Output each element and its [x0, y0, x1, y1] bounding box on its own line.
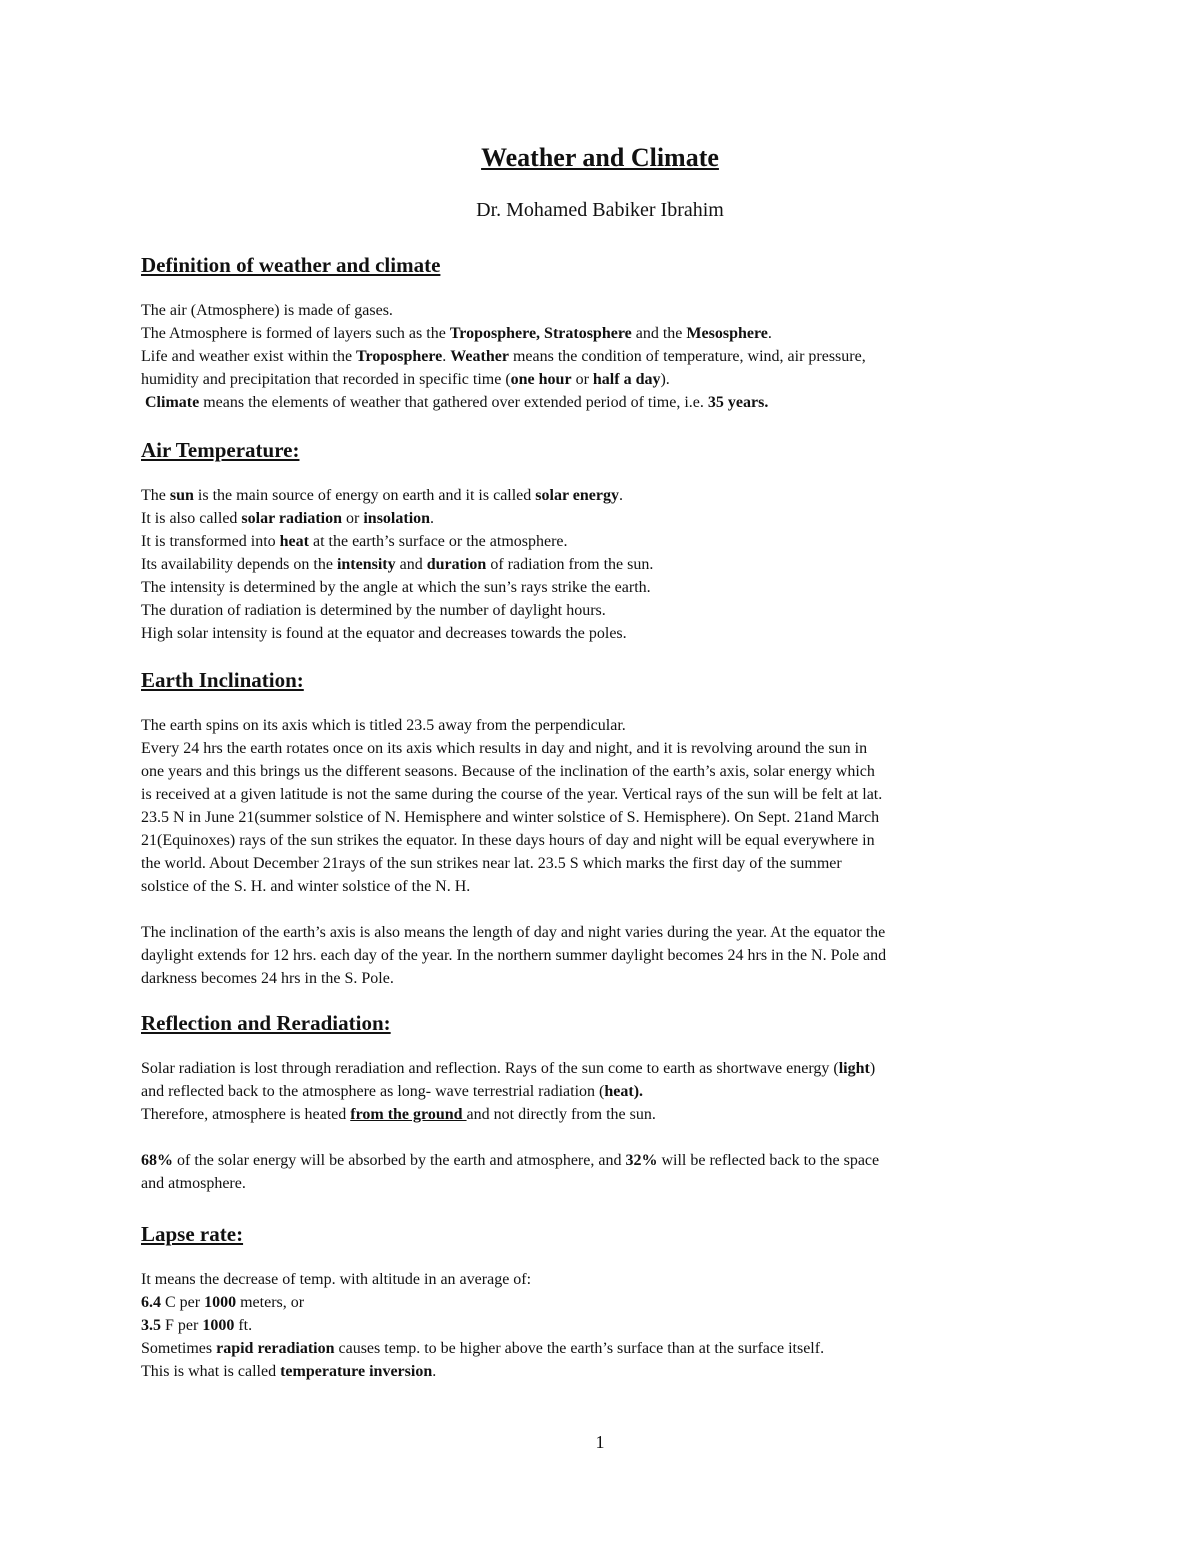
text-run: The duration of radiation is determined by the number of daylight hours.	[141, 602, 606, 619]
paragraph-line	[141, 530, 1061, 553]
paragraph-line	[141, 783, 1061, 806]
text-run: Its availability depends on the	[141, 556, 337, 573]
bold-text: insolation	[363, 510, 431, 527]
text-run: is received at a given latitude is not the same during the course of the year. Vertical rays of the sun will be felt at lat.	[141, 786, 883, 803]
text-run: The earth spins on its axis which is titled 23.5 away from the perpendicular.	[141, 717, 626, 734]
paragraph-line	[141, 1337, 1061, 1360]
text-run: .	[618, 487, 623, 504]
text-run: .	[767, 325, 772, 342]
text-run: Solar radiation is lost through reradiation and reflection. Rays of the sun come to earth as shortwave energy (	[141, 1060, 839, 1077]
paragraph-line	[141, 1291, 1061, 1314]
text-run: ).	[660, 371, 670, 388]
text-run: means the condition of temperature, wind, air pressure,	[508, 348, 866, 365]
text-run: 21(Equinoxes) rays of the sun strikes the equator. In these days hours of day and night will be equal everywhere in	[141, 832, 875, 849]
paragraph-line	[141, 967, 1061, 990]
text-run: .	[442, 348, 451, 365]
paragraph-line	[141, 299, 1061, 322]
section-heading: Definition of weather and climate	[141, 253, 441, 277]
paragraph-line	[141, 829, 1061, 852]
text-run: This is what is called	[141, 1363, 281, 1380]
paragraph-line	[141, 484, 1061, 507]
text-run: It is transformed into	[141, 533, 280, 550]
text-run: and reflected back to the atmosphere as long- wave terrestrial radiation (	[141, 1083, 605, 1100]
bold-text: Mesosphere	[686, 325, 768, 342]
text-run: of the solar energy will be absorbed by the earth and atmosphere, and	[173, 1152, 626, 1169]
bold-text: half a day	[592, 371, 661, 388]
bold-text: solar energy	[535, 487, 619, 504]
paragraph-line	[141, 921, 1061, 944]
text-run: The	[141, 487, 170, 504]
paragraph-line	[141, 714, 1061, 737]
text-run: Sometimes	[141, 1340, 217, 1357]
text-run: .	[430, 510, 435, 527]
document-title: Weather and Climate	[481, 143, 719, 172]
text-run: darkness becomes 24 hrs in the S. Pole.	[141, 970, 394, 987]
bold-text: 1000	[204, 1294, 237, 1311]
section-body	[141, 299, 1061, 414]
section-air-temperature	[141, 437, 1061, 645]
text-run: will be reflected back to the space	[657, 1152, 880, 1169]
text-run: It is also called	[141, 510, 242, 527]
text-run: of radiation from the sun.	[486, 556, 654, 573]
text-run: .	[432, 1363, 437, 1380]
bold-text: intensity	[336, 556, 396, 573]
bold-text: light	[838, 1060, 870, 1077]
section-definition	[141, 252, 1061, 414]
text-run: Therefore, atmosphere is heated	[141, 1106, 351, 1123]
document-author: Dr. Mohamed Babiker Ibrahim	[476, 199, 724, 221]
text-run: means the elements of weather that gathered over extended period of time, i.e.	[199, 394, 708, 411]
paragraph-line	[141, 553, 1061, 576]
text-run: Life and weather exist within the	[141, 348, 357, 365]
page-number: 1	[595, 1432, 605, 1452]
section-heading: Reflection and Reradiation:	[141, 1011, 391, 1035]
text-run: meters, or	[236, 1294, 305, 1311]
bold-text: sun	[169, 487, 194, 504]
paragraph-line	[141, 1080, 1061, 1103]
section-lapse-rate	[141, 1221, 1061, 1383]
text-run: The inclination of the earth’s axis is also means the length of day and night varies during the year. At the equator the	[141, 924, 886, 941]
text-run: solstice of the S. H. and winter solstice of the N. H.	[141, 878, 471, 895]
bold-text: duration	[426, 556, 487, 573]
paragraph-line	[141, 1149, 1061, 1172]
text-run: C per	[161, 1294, 205, 1311]
text-run: or	[342, 510, 364, 527]
section-body	[141, 1268, 1061, 1383]
text-run: Every 24 hrs the earth rotates once on its axis which results in day and night, and it is revolving around the sun in	[141, 740, 868, 757]
paragraph-line	[141, 576, 1061, 599]
bold-text: one hour	[510, 371, 572, 388]
section-heading: Earth Inclination:	[141, 668, 304, 692]
paragraph-line	[141, 852, 1061, 875]
bold-text: solar radiation	[241, 510, 343, 527]
bold-text: heat).	[604, 1083, 644, 1100]
text-run: )	[869, 1060, 876, 1077]
text-run: is the main source of energy on earth and it is called	[193, 487, 536, 504]
paragraph-line	[141, 1103, 1061, 1126]
paragraph-gap	[141, 898, 1061, 921]
bold-text: Weather	[450, 348, 509, 365]
bold-text: Troposphere, Stratosphere	[449, 325, 632, 342]
section-body	[141, 1057, 1061, 1195]
text-run: and the	[631, 325, 687, 342]
paragraph-line	[141, 1057, 1061, 1080]
bold-text: Troposphere	[356, 348, 443, 365]
bold-text: 32%	[625, 1152, 658, 1169]
text-run: F per	[161, 1317, 203, 1334]
bold-text: temperature inversion	[280, 1363, 433, 1380]
text-run: humidity and precipitation that recorded in specific time (	[141, 371, 511, 388]
text-run: High solar intensity is found at the equator and decreases towards the poles.	[141, 625, 627, 642]
text-run: and atmosphere.	[141, 1175, 246, 1192]
paragraph-gap	[141, 1126, 1061, 1149]
text-run: one years and this brings us the different seasons. Because of the inclination of the earth’s axis, solar energy which	[141, 763, 875, 780]
section-heading: Air Temperature:	[141, 438, 300, 462]
bold-text: 6.4	[141, 1294, 161, 1311]
paragraph-line	[141, 368, 1061, 391]
section-body	[141, 714, 1061, 990]
paragraph-line	[141, 1360, 1061, 1383]
paragraph-line	[141, 1172, 1061, 1195]
text-run: daylight extends for 12 hrs. each day of the year. In the northern summer daylight becomes 24 hrs in the N. Pole and	[141, 947, 887, 964]
paragraph-line	[141, 1314, 1061, 1337]
paragraph-line	[141, 322, 1061, 345]
text-run: ft.	[234, 1317, 253, 1334]
paragraph-line	[141, 737, 1061, 760]
paragraph-line	[141, 1268, 1061, 1291]
text-run: at the earth’s surface or the atmosphere.	[308, 533, 568, 550]
text-run: The intensity is determined by the angle at which the sun’s rays strike the earth.	[141, 579, 651, 596]
text-run: The air (Atmosphere) is made of gases.	[141, 302, 393, 319]
bold-text: Climate	[145, 394, 200, 411]
section-earth-inclination	[141, 667, 1061, 990]
text-run: and	[395, 556, 427, 573]
text-run: the world. About December 21rays of the sun strikes near lat. 23.5 S which marks the first day of the summer	[141, 855, 842, 872]
paragraph-line	[141, 875, 1061, 898]
paragraph-line	[141, 760, 1061, 783]
bold-text: heat	[279, 533, 309, 550]
text-run: or	[571, 371, 593, 388]
section-heading: Lapse rate:	[141, 1222, 244, 1246]
bold-text: 1000	[202, 1317, 235, 1334]
paragraph-line	[141, 391, 1061, 414]
paragraph-line	[141, 622, 1061, 645]
section-reflection	[141, 1010, 1061, 1195]
text-run: The Atmosphere is formed of layers such as the	[141, 325, 450, 342]
paragraph-line	[141, 345, 1061, 368]
text-run: It means the decrease of temp. with altitude in an average of:	[141, 1271, 532, 1288]
bold-text: 68%	[141, 1152, 173, 1169]
section-body	[141, 484, 1061, 645]
paragraph-line	[141, 599, 1061, 622]
bold-text: from the ground	[350, 1106, 467, 1123]
bold-text: 3.5	[141, 1317, 161, 1334]
paragraph-line	[141, 944, 1061, 967]
text-run: and not directly from the sun.	[466, 1106, 656, 1123]
text-run: causes temp. to be higher above the earth’s surface than at the surface itself.	[334, 1340, 825, 1357]
bold-text: rapid reradiation	[216, 1340, 335, 1357]
text-run: 23.5 N in June 21(summer solstice of N. Hemisphere and winter solstice of S. Hemisphere). On Sept. 21and March	[141, 809, 880, 826]
paragraph-line	[141, 806, 1061, 829]
paragraph-line	[141, 507, 1061, 530]
bold-text: 35 years.	[707, 394, 769, 411]
